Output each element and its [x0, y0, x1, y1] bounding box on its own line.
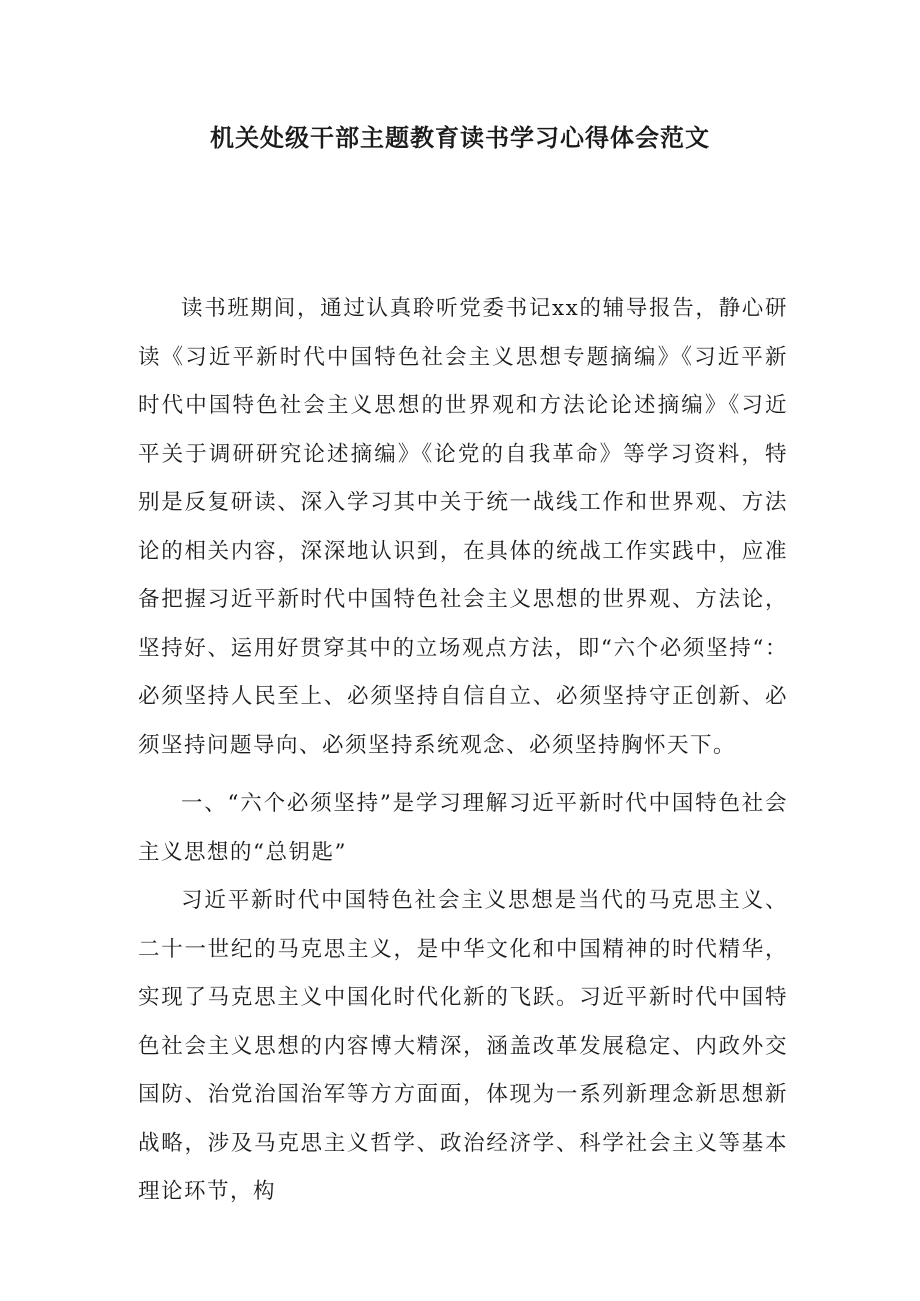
section-heading-1 [138, 780, 788, 877]
paragraph-text: 读书班期间，通过认真聆听党委书记xx的辅导报告，静心研读《习近平新时代中国特色社会主义思想专题摘编》《习近平新时代中国特色社会主义思想的世界观和方法论论述摘编》《习近平关于调研研究论述摘编》《论党的自我革命》等学习资料，特别是反复研读、深入学习其中关于统一战线工作和世界观、方法论的相关内容，深深地认识到，在具体的统战工作实践中，应准备把握习近平新时代中国特色社会主义思想的世界观、方法论，坚持好、运用好贯穿其中的立场观点方法，即“六个必须坚持“：必须坚持人民至上、必须坚持自信自立、必须坚持守正创新、必须坚持问题导向、必须坚持系统观念、必须坚持胸怀天下。 [138, 296, 788, 758]
document-title: 机关处级干部主题教育读书学习心得体会范文 [210, 124, 710, 152]
paragraph-intro [138, 285, 788, 770]
paragraph-section-1 [138, 877, 788, 1217]
section-heading-text: 一、“六个必须坚持”是学习理解习近平新时代中国特色社会主义思想的“总钥匙” [138, 791, 788, 865]
paragraph-text: 习近平新时代中国特色社会主义思想是当代的马克思主义、二十一世纪的马克思主义，是中华文化和中国精神的时代精华，实现了马克思主义中国化时代化新的飞跃。习近平新时代中国特色社会主义思想的内容博大精深，涵盖改革发展稳定、内政外交国防、治党治国治军等方方面面，体现为一系列新理念新思想新战略，涉及马克思主义哲学、政治经济学、科学社会主义等基本理论环节，构 [138, 888, 788, 1204]
